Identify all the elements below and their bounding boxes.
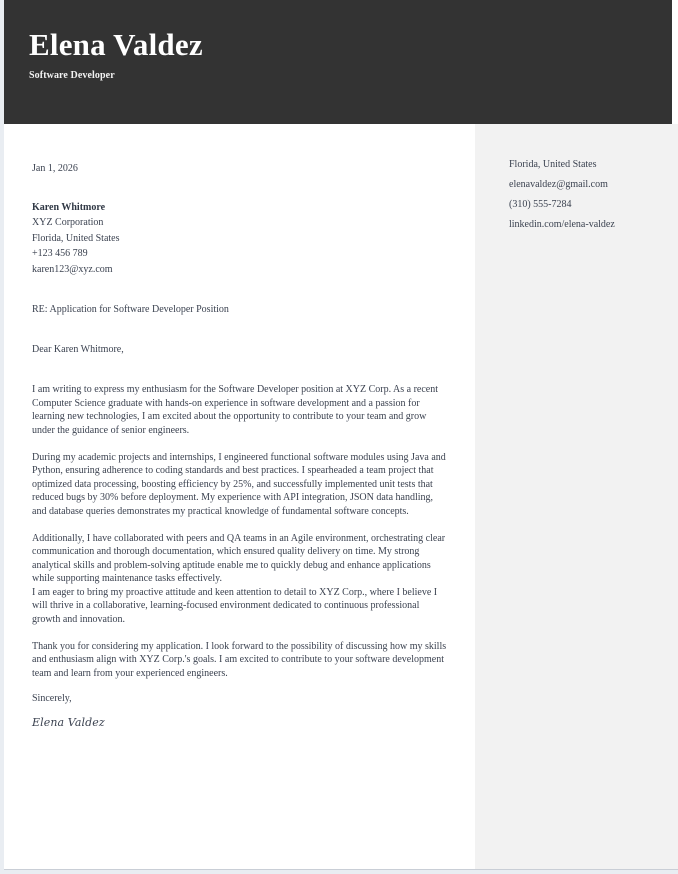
sender-contact-block [475,124,678,232]
letter-paragraph-5: Thank you for considering my application. I look forward to the possibility of discussing how my skills and enthusiasm align with XYZ Corp.'s goals. I am excited to contribute to your software development team and learn from your experienced engineers. [32,640,447,679]
letter-body-columns [4,124,678,870]
letter-paragraph-2: During my academic projects and internships, I engineered functional software modules using Java and Python, ensuring adherence to coding standards and best practices. I spearheaded a team project that optimized data processing, boosting efficiency by 25%, and successfully implemented unit tests that reduced bugs by 30% before deployment. My experience with API integration, JSON data handling, and database queries demonstrates my practical knowledge of fundamental software concepts. [32,451,446,517]
letter-paragraph-3: Additionally, I have collaborated with peers and QA teams in an Agile environment, orchestrating clear communication and thorough documentation, which ensured quality delivery on time. My strong analytical skills and problem-solving aptitude enable me to quickly debug and enhance applications while supporting maintenance tasks effectively. [32,532,446,584]
recipient-email: karen123@xyz.com [32,263,113,275]
letter-main-content [4,124,475,729]
letter-sidebar-column [475,124,678,870]
signature: Elena Valdez [32,715,105,729]
recipient-name: Karen Whitmore [32,201,106,213]
sender-linkedin: linkedin.com/elena-valdez [509,219,615,230]
letter-main-column [4,124,475,870]
cover-letter-page [4,0,678,870]
header-identity [29,28,203,81]
sender-phone: (310) 555-7284 [509,199,572,210]
letter-paragraph-4: I am eager to bring my proactive attitude and keen attention to detail to XYZ Corp., where I believe I will thrive in a collaborative, learning-focused environment dedicated to continuous professional growth and innovation. [32,586,438,625]
recipient-phone: +123 456 789 [32,248,88,259]
letter-paragraph-1: I am writing to express my enthusiasm for the Software Developer position at XYZ Corp. As a recent Computer Science graduate with hands-on experience in software development and a passion for learning new technologies, I am excited about the opportunity to contribute to your team and grow under the guidance of senior engineers. [32,384,439,436]
letter-header-band [4,0,672,124]
sender-location: Florida, United States [509,159,597,170]
letter-salutation: Dear Karen Whitmore, [32,343,124,355]
sender-email: elenavaldez@gmail.com [509,179,608,190]
letter-closing [32,692,448,729]
applicant-job-title: Software Developer [29,70,115,82]
closing-word: Sincerely, [32,693,72,704]
letter-subject-line: RE: Application for Software Developer Position [32,304,229,315]
letter-date: Jan 1, 2026 [32,163,78,174]
applicant-name: Elena Valdez [29,27,203,62]
recipient-location: Florida, United States [32,232,120,244]
recipient-block [32,200,448,278]
letter-body [32,383,448,680]
recipient-company: XYZ Corporation [32,217,104,228]
